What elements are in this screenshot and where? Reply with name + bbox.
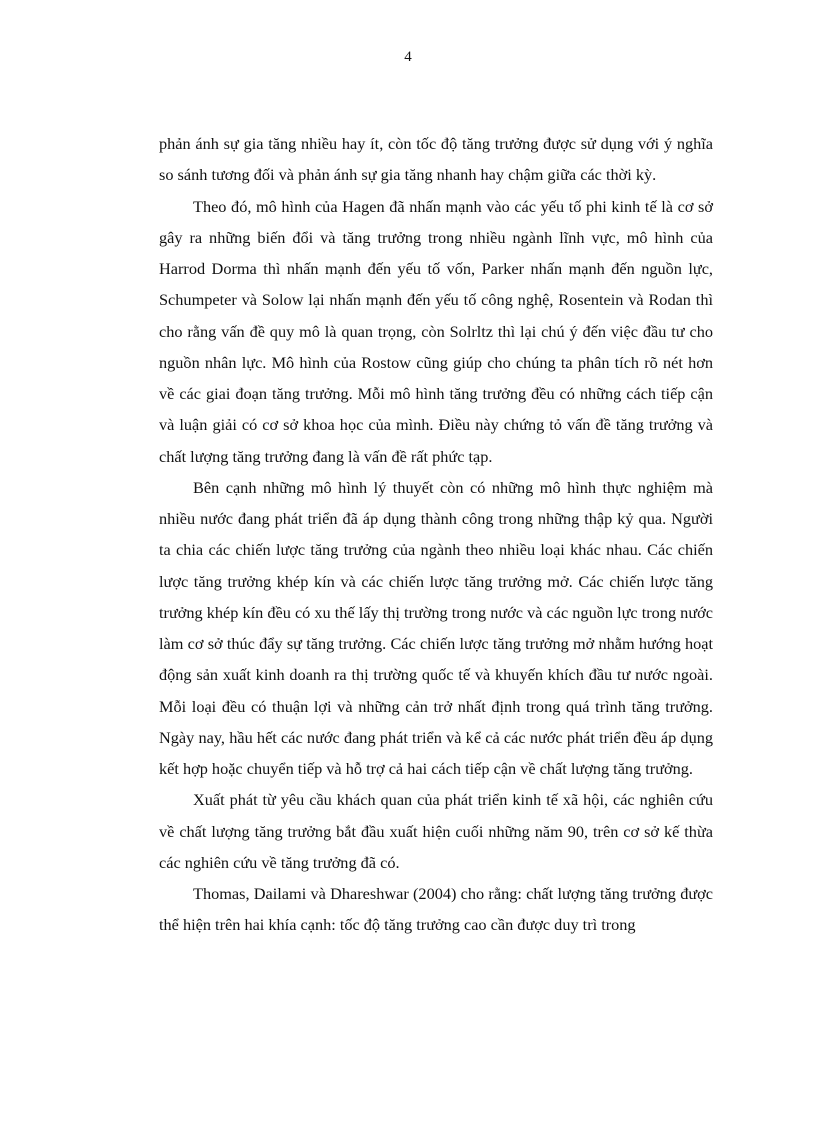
- paragraph-continuation: phản ánh sự gia tăng nhiều hay ít, còn tốc độ tăng trưởng được sử dụng với ý nghĩa so sánh tương đối và phản ánh sự gia tăng nhanh hay chậm giữa các thời kỳ.: [159, 134, 713, 185]
- paragraph-research-origin: Xuất phát từ yêu cầu khách quan của phát triển kinh tế xã hội, các nghiên cứu về chất lượng tăng trưởng bắt đầu xuất hiện cuối những năm 90, trên cơ sở kế thừa các nghiên cứu về tăng trưởng đã có.: [159, 790, 713, 872]
- paragraph-thomas-citation: Thomas, Dailami và Dhareshwar (2004) cho rằng: chất lượng tăng trưởng được thể hiện trên hai khía cạnh: tốc độ tăng trưởng cao cần được duy trì trong: [159, 884, 713, 935]
- document-body: [159, 128, 713, 941]
- page-number: 4: [404, 49, 412, 65]
- paragraph-growth-models: Theo đó, mô hình của Hagen đã nhấn mạnh vào các yếu tố phi kinh tế là cơ sở gây ra những biến đổi và tăng trưởng trong nhiều ngành lĩnh vực, mô hình của Harrod Dorma thì nhấn mạnh đến yếu tố vốn, Parker nhấn mạnh đến nguồn lực, Schumpeter và Solow lại nhấn mạnh đến yếu tố công nghệ, Rosentein và Rodan thì cho rằng vấn đề quy mô là quan trọng, còn Solrltz thì lại chú ý đến việc đầu tư cho nguồn nhân lực. Mô hình của Rostow cũng giúp cho chúng ta phân tích rõ nét hơn về các giai đoạn tăng trưởng. Mỗi mô hình tăng trưởng đều có những cách tiếp cận và luận giải có cơ sở khoa học của mình. Điều này chứng tỏ vấn đề tăng trưởng và chất lượng tăng trưởng đang là vấn đề rất phức tạp.: [159, 196, 713, 466]
- paragraph-empirical-strategies: Bên cạnh những mô hình lý thuyết còn có những mô hình thực nghiệm mà nhiều nước đang phát triển đã áp dụng thành công trong những thập kỷ qua. Người ta chia các chiến lược tăng trưởng của ngành theo nhiều loại khác nhau. Các chiến lược tăng trưởng khép kín và các chiến lược tăng trưởng mở. Các chiến lược tăng trưởng khép kín đều có xu thế lấy thị trường trong nước và các nguồn lực trong nước làm cơ sở thúc đẩy sự tăng trưởng. Các chiến lược tăng trưởng mở nhằm hướng hoạt động sản xuất kinh doanh ra thị trường quốc tế và khuyến khích đầu tư nước ngoài. Mỗi loại đều có thuận lợi và những cản trở nhất định trong quá trình tăng trưởng. Ngày nay, hầu hết các nước đang phát triển và kể cả các nước phát triển đều áp dụng kết hợp hoặc chuyển tiếp và hỗ trợ cả hai cách tiếp cận về chất lượng tăng trưởng.: [159, 477, 713, 778]
